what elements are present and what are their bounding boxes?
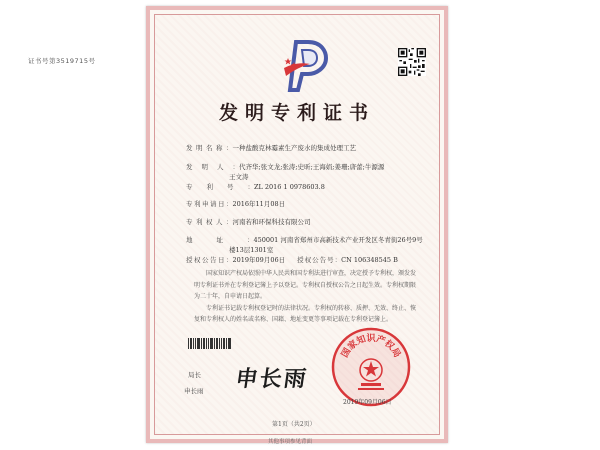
cnipa-logo-icon [282,38,328,94]
field-colon: ： [232,163,239,171]
field-colon: ： [226,144,233,152]
field-value: ZL 2016 1 0978603.8 [254,183,325,191]
field-grant-date [186,255,398,264]
field-colon: ： [247,236,254,244]
field-patentee [186,217,311,226]
field-label: 授权公告号 [297,256,335,264]
seal-text: 国家知识产权局 [340,334,402,360]
certificate-title: 发明专利证书 [218,102,375,124]
field-value: 2019年09月06日 [232,256,286,264]
qr-code-icon [398,48,426,76]
field-label: 专利号 [186,183,248,191]
seal-date: 2019年09月06日 [343,399,392,406]
field-value: 河南若和环保科技有限公司 [232,218,311,226]
director-label: 局长 [188,371,201,379]
field-value: 王文涛 [229,173,249,181]
official-seal-icon [330,326,412,408]
field-label: 发明名称 [186,144,226,152]
field-value: 450001 河南省郑州市高新技术产业开发区冬青街26号9号 [253,236,423,244]
field-label: 授权公告日 [186,256,226,264]
field-value: 一种盐酸克林霉素生产废水的集成处理工艺 [232,144,356,152]
field-colon: ： [226,200,233,208]
field-label: 专利权人 [186,218,226,226]
field-colon: ： [247,183,254,191]
field-value: 代齐华;张文龙;张涛;史昕;王海娟;姜珊;唐蕾;牛源源 [239,163,385,171]
field-label: 地址 [186,236,247,244]
field-value: 2016年11月08日 [232,200,286,208]
field-colon: ： [334,256,342,264]
field-application-date [186,199,285,208]
field-value: 楼13层1301室 [229,246,274,254]
field-invention-name [186,143,356,152]
director-signature: 申长雨 [233,366,310,392]
certificate-body-text [194,268,420,326]
field-inventor [186,162,384,171]
field-inventor-continued [229,172,249,181]
field-colon: ： [226,218,233,226]
field-address [186,235,423,244]
director-name-label: 申长雨 [184,387,204,395]
footer-note: 其他事项参见背面 [268,439,313,445]
field-label: 发明人 [186,163,233,171]
body-paragraph: 国家知识产权局依照中华人民共和国专利法进行审查，决定授予专利权，颁发发明专利证书并在专利登记簿上予以登记。专利权自授权公告之日起生效。专利权期限为二十年，自申请日起算。 [194,270,417,300]
field-label: 专利申请日 [186,200,226,208]
field-address-continued [229,245,273,254]
field-value: CN 106348545 B [341,256,398,264]
field-patent-number [186,182,325,191]
body-paragraph: 专利证书记载专利权登记时的法律状况。专利权的转移、质押、无效、终止、恢复和专利权人的姓名或名称、国籍、地址变更等事项记载在专利登记簿上。 [194,304,417,323]
certificate-number: 证书号第3519715号 [28,57,96,65]
page-number: 第1页（共2页） [272,421,316,428]
field-colon: ： [226,256,233,264]
barcode-icon [188,338,232,349]
